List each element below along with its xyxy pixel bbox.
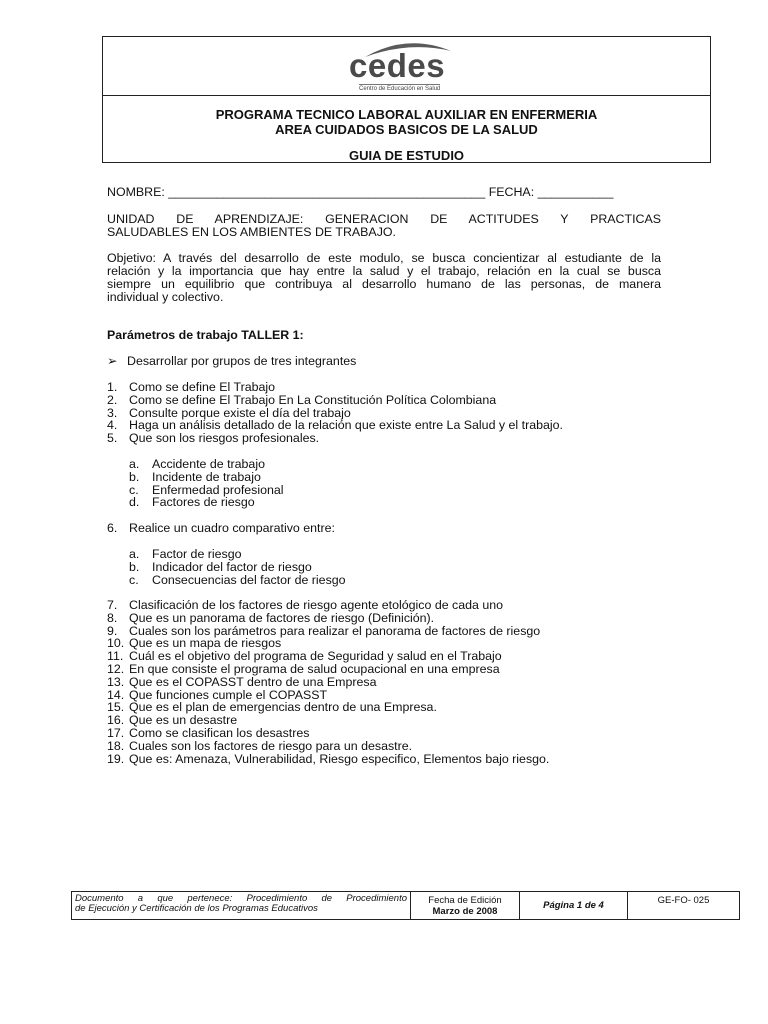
list-item: 19. Que es: Amenaza, Vulnerabilidad, Riesgo especifico, Elementos bajo riesgo. [107,751,550,766]
header-box [102,36,711,163]
list-item: 13. Que es el COPASST dentro de una Empresa [107,674,377,689]
list-item: 1. Como se define El Trabajo [107,380,276,394]
workshop-bullet-text: Desarrollar por grupos de tres integrantes [127,354,357,368]
program-title: PROGRAMA TECNICO LABORAL AUXILIAR EN ENFERMERIA [215,107,598,122]
edition-date: Marzo de 2008 [432,906,498,917]
footer-document-line: de Ejecución y Certificación de los Programas Educativos [75,903,318,914]
edition-label: Fecha de Edición [428,895,502,906]
name-date-line: NOMBRE: ______________________________________________ FECHA: ___________ [107,185,614,199]
questions-list-1 [107,381,667,445]
area-title: AREA CUIDADOS BASICOS DE LA SALUD [275,122,538,137]
workshop-bullet [107,355,661,368]
list-item: a. Accidente de trabajo [129,457,265,471]
list-item: 2. Como se define El Trabajo En La Constitución Política Colombiana [107,392,497,407]
list-item: 17. Como se clasifican los desastres [107,725,310,740]
logo-cell [103,37,710,96]
learning-unit-line: SALUDABLES EN LOS AMBIENTES DE TRABAJO. [107,225,396,239]
objective-paragraph [107,252,661,304]
list-item: 9. Cuales son los parámetros para realizar el panorama de factores de riesgo [107,623,541,638]
list-item: 6. Realice un cuadro comparativo entre: [107,521,335,535]
logo-subtitle: Centro de Educación en Salud [359,86,441,92]
list-item: 15. Que es el plan de emergencias dentro de una Empresa. [107,700,437,715]
footer-document-line: Documento a que pertenece: Procedimiento de Procedimiento [75,893,407,904]
questions-list-2 [107,599,667,765]
list-item: 14. Que funciones cumple el COPASST [107,687,328,702]
list-item: 12. En que consiste el programa de salud ocupacional en una empresa [107,661,500,676]
list-item: c. Enfermedad profesional [129,482,284,497]
list-item: a. Factor de riesgo [129,547,242,561]
footer-document-code: GE-FO- 025 [657,895,710,906]
workshop-heading: Parámetros de trabajo TALLER 1: [107,328,304,342]
objective-line: individual y colectivo. [107,290,224,304]
objective-line: relación y la importancia que hay entre la salud y el trabajo, relación en la cual se busca [107,264,661,278]
footer-table [71,891,740,920]
objective-line: siempre un equilibrio que contribuya al desarrollo humano de las personas, de manera [107,277,661,291]
objective-line: Objetivo: A través del desarrollo de este modulo, se busca concientizar al estudiante de la [107,251,661,265]
list-item: 3. Consulte porque existe el día del trabajo [107,405,351,420]
list-item: 16. Que es un desastre [107,713,238,728]
cedes-logo [347,39,471,95]
list-item: 18. Cuales son los factores de riesgo para un desastre. [107,738,413,753]
footer-edition-cell [411,892,520,919]
footer-page-number: Página 1 de 4 [520,892,628,919]
professional-risks-sublist [129,458,529,509]
question-6 [107,522,667,535]
list-item: d. Factores de riesgo [129,495,255,510]
list-item: 4. Haga un análisis detallado de la relación que existe entre La Salud y el trabajo. [107,418,563,433]
comparison-sublist [129,548,529,586]
list-item: b. Incidente de trabajo [129,469,261,484]
logo-wordmark: cedes [349,47,446,84]
arrow-bullet-icon: ➢ [107,354,118,368]
list-item: b. Indicador del factor de riesgo [129,559,312,574]
list-item: 10. Que es un mapa de riesgos [107,636,282,651]
list-item: c. Consecuencias del factor de riesgo [129,572,346,587]
footer-document-cell [72,892,411,919]
learning-unit [107,213,661,239]
list-item: 7. Clasificación de los factores de riesgo agente etológico de cada uno [107,598,504,612]
list-item: 8. Que es un panorama de factores de riesgo (Definición). [107,610,435,625]
list-item: 5. Que son los riesgos profesionales. [107,431,320,446]
learning-unit-line: UNIDAD DE APRENDIZAJE: GENERACION DE ACTITUDES Y PRACTICAS [107,212,661,226]
guide-title: GUIA DE ESTUDIO [348,148,465,163]
list-item: 11. Cuál es el objetivo del programa de Seguridad y salud en el Trabajo [107,649,502,664]
